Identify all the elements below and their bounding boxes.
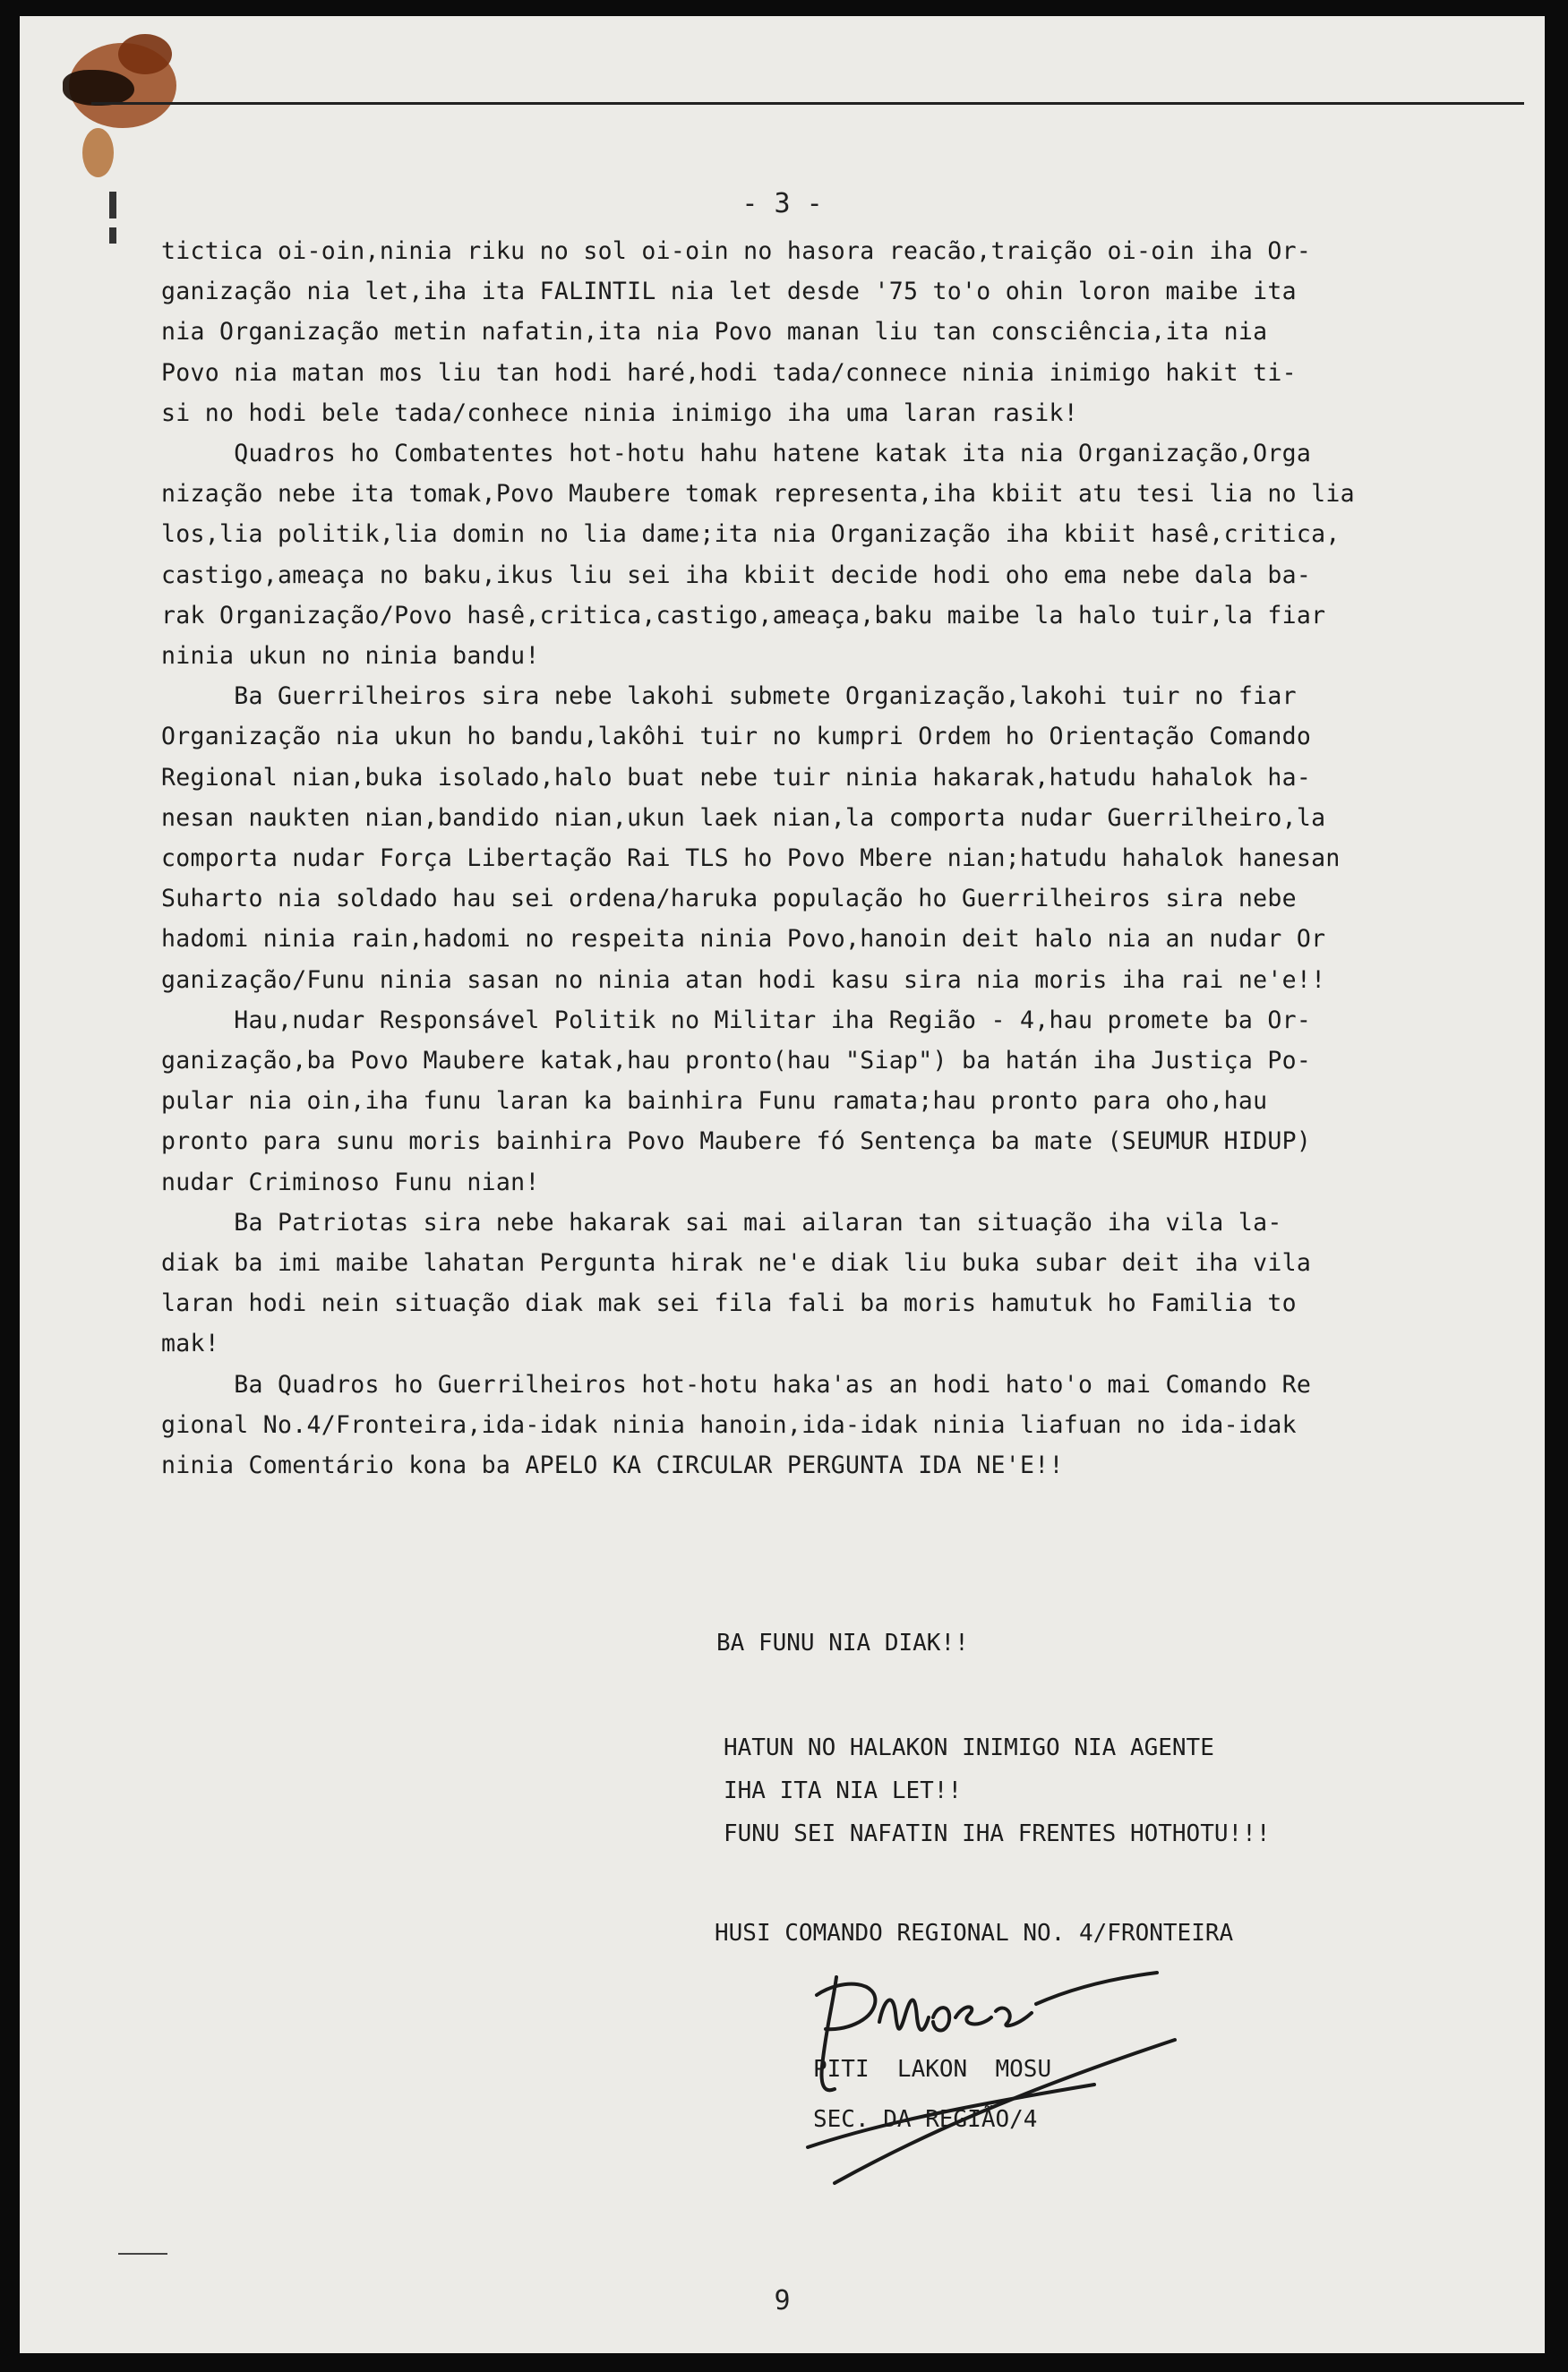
body-line: laran hodi nein situação diak mak sei fila fali ba moris hamutuk ho Familia to bbox=[161, 1289, 1297, 1318]
body-line: pular nia oin,iha funu laran ka bainhira Funu ramata;hau pronto para oho,hau bbox=[161, 1087, 1268, 1116]
body-line: Suharto nia soldado hau sei ordena/haruka população ho Guerrilheiros sira nebe bbox=[161, 885, 1297, 913]
body-line: Ba Quadros ho Guerrilheiros hot-hotu haka'as an hodi hato'o mai Comando Re bbox=[161, 1370, 1312, 1399]
body-line: mak! bbox=[161, 1330, 220, 1358]
body-line: si no hodi bele tada/conhece ninia inimigo iha uma laran rasik! bbox=[161, 398, 1079, 427]
body-line: ninia Comentário kona ba APELO KA CIRCULAR PERGUNTA IDA NE'E!! bbox=[161, 1451, 1064, 1480]
signer-title: SEC. DA REGIÃO/4 bbox=[813, 2106, 1038, 2133]
body-line: Ba Patriotas sira nebe hakarak sai mai ailaran tan situação iha vila la- bbox=[161, 1208, 1282, 1237]
slogans-block bbox=[724, 1726, 1270, 1855]
ink-blot bbox=[63, 70, 134, 106]
body-line: ganização/Funu ninia sasan no ninia atan hodi kasu sira nia moris iha rai ne'e!! bbox=[161, 965, 1326, 994]
slogan-line: IHA ITA NIA LET!! bbox=[724, 1777, 963, 1804]
body-line: los,lia politik,lia domin no lia dame;ita nia Organização iha kbiit hasê,critica, bbox=[161, 520, 1341, 549]
body-line: nia Organização metin nafatin,ita nia Povo manan liu tan consciência,ita nia bbox=[161, 318, 1268, 347]
body-line: nização nebe ita tomak,Povo Maubere tomak representa,iha kbiit atu tesi lia no lia bbox=[161, 480, 1355, 509]
slogan-line: HATUN NO HALAKON INIMIGO NIA AGENTE bbox=[724, 1734, 1214, 1761]
body-line: comporta nudar Força Libertação Rai TLS ho Povo Mbere nian;hatudu hahalok hanesan bbox=[161, 844, 1341, 873]
body-line: Regional nian,buka isolado,halo buat nebe tuir ninia hakarak,hatudu hahalok ha- bbox=[161, 763, 1312, 792]
body-line: ganização nia let,iha ita FALINTIL nia let desde '75 to'o ohin loron maibe ita bbox=[161, 278, 1297, 306]
body-line: Organização nia ukun ho bandu,lakôhi tuir no kumpri Ordem ho Orientação Comando bbox=[161, 723, 1312, 751]
body-line: Povo nia matan mos liu tan hodi haré,hodi tada/connece ninia inimigo hakit ti- bbox=[161, 358, 1297, 387]
body-line: diak ba imi maibe lahatan Pergunta hirak ne'e diak liu buka subar deit iha vila bbox=[161, 1249, 1312, 1278]
coffee-stain bbox=[118, 34, 172, 74]
body-line: rak Organização/Povo hasê,critica,castigo,ameaça,baku maibe la halo tuir,la fiar bbox=[161, 601, 1326, 629]
margin-mark bbox=[109, 227, 116, 244]
body-line: Quadros ho Combatentes hot-hotu hahu hatene katak ita nia Organização,Orga bbox=[161, 440, 1312, 468]
top-rule-line bbox=[91, 102, 1524, 105]
body-line: hadomi ninia rain,hadomi no respeita ninia Povo,hanoin deit halo nia an nudar Or bbox=[161, 925, 1326, 954]
body-line: ganização,ba Povo Maubere katak,hau pronto(hau "Siap") ba hatán iha Justiça Po- bbox=[161, 1047, 1312, 1075]
page-marker: - 3 - bbox=[741, 188, 823, 219]
body-line: nudar Criminoso Funu nian! bbox=[161, 1168, 540, 1196]
body-line: Hau,nudar Responsável Politik no Militar iha Região - 4,hau promete ba Or- bbox=[161, 1006, 1312, 1034]
body-text bbox=[161, 231, 1433, 1486]
body-line: pronto para sunu moris bainhira Povo Maubere fó Sentença ba mate (SEUMUR HIDUP) bbox=[161, 1127, 1312, 1156]
slogan-line: FUNU SEI NAFATIN IHA FRENTES HOTHOTU!!! bbox=[724, 1820, 1271, 1847]
archive-page-number: 9 bbox=[774, 2285, 791, 2316]
document-page bbox=[20, 16, 1545, 2353]
body-line: gional No.4/Fronteira,ida-idak ninia hanoin,ida-idak ninia liafuan no ida-idak bbox=[161, 1410, 1297, 1439]
body-line: tictica oi-oin,ninia riku no sol oi-oin no hasora reacão,traição oi-oin iha Or- bbox=[161, 237, 1312, 265]
body-line: castigo,ameaça no baku,ikus liu sei iha kbiit decide hodi oho ema nebe dala ba- bbox=[161, 561, 1312, 589]
bottom-margin-dash bbox=[118, 2253, 167, 2255]
body-line: nesan naukten nian,bandido nian,ukun laek nian,la comporta nudar Guerrilheiro,la bbox=[161, 803, 1326, 832]
signer-name: PITI LAKON MOSU bbox=[813, 2056, 1052, 2083]
body-line: ninia ukun no ninia bandu! bbox=[161, 642, 540, 671]
issuing-command: HUSI COMANDO REGIONAL NO. 4/FRONTEIRA bbox=[715, 1920, 1234, 1947]
closing-line: BA FUNU NIA DIAK!! bbox=[716, 1630, 969, 1657]
body-line: Ba Guerrilheiros sira nebe lakohi submete Organização,lakohi tuir no fiar bbox=[161, 682, 1297, 711]
coffee-stain bbox=[82, 128, 114, 177]
